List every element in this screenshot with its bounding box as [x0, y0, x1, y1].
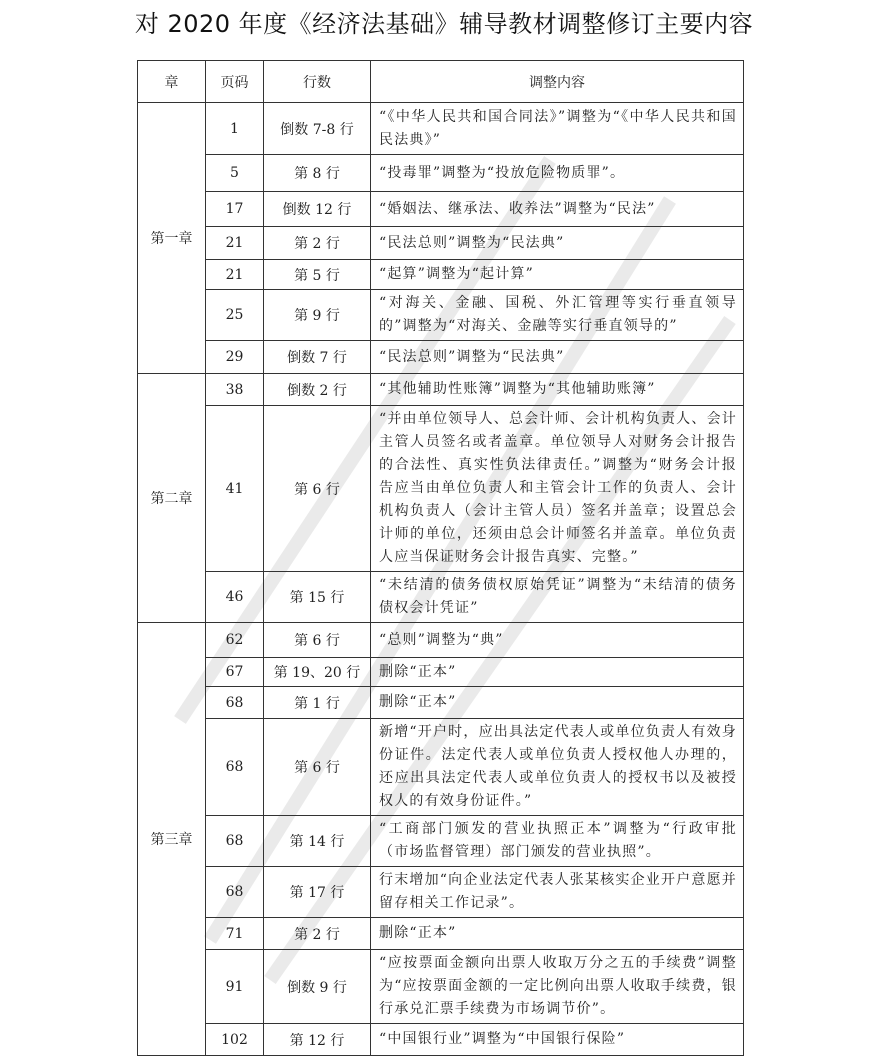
page-cell: 67: [206, 658, 264, 687]
content-cell: “《中华人民共和国合同法》”调整为“《中华人民共和国民法典》”: [371, 103, 744, 155]
line-cell: 第 6 行: [264, 719, 371, 816]
header-line: 行数: [264, 61, 371, 103]
table-row: [138, 341, 744, 374]
content-cell: 删除“正本”: [371, 918, 744, 950]
table-row: [138, 290, 744, 341]
page-cell: 68: [206, 816, 264, 867]
content-cell: 新增“开户时，应出具法定代表人或单位负责人有效身份证件。法定代表人或单位负责人授权他人办理的，还应出具法定代表人或单位负责人的授权书以及被授权人的有效身份证件。”: [371, 719, 744, 816]
table-row: [138, 867, 744, 918]
content-cell: 删除“正本”: [371, 687, 744, 719]
line-cell: 第 15 行: [264, 572, 371, 623]
content-cell: 行末增加“向企业法定代表人张某核实企业开户意愿并留存相关工作记录”。: [371, 867, 744, 918]
content-cell: “总则”调整为“典”: [371, 623, 744, 658]
table-row: [138, 687, 744, 719]
content-cell: “工商部门颁发的营业执照正本”调整为“行政审批（市场监督管理）部门颁发的营业执照”。: [371, 816, 744, 867]
page-cell: 71: [206, 918, 264, 950]
table-row: [138, 192, 744, 227]
line-cell: 第 2 行: [264, 918, 371, 950]
content-cell: “民法总则”调整为“民法典”: [371, 227, 744, 260]
line-cell: 第 9 行: [264, 290, 371, 341]
page-cell: 21: [206, 227, 264, 260]
page-cell: 17: [206, 192, 264, 227]
chapter-cell: 第二章: [138, 374, 206, 623]
table-row: [138, 658, 744, 687]
line-cell: 第 8 行: [264, 155, 371, 192]
page-cell: 29: [206, 341, 264, 374]
page-cell: 62: [206, 623, 264, 658]
content-cell: “民法总则”调整为“民法典”: [371, 341, 744, 374]
table-row: [138, 406, 744, 572]
line-cell: 第 12 行: [264, 1024, 371, 1056]
content-cell: “投毒罪”调整为“投放危险物质罪”。: [371, 155, 744, 192]
table-row: [138, 103, 744, 155]
content-cell: “对海关、金融、国税、外汇管理等实行垂直领导的”调整为“对海关、金融等实行垂直领导的”: [371, 290, 744, 341]
line-cell: 倒数 7-8 行: [264, 103, 371, 155]
header-page: 页码: [206, 61, 264, 103]
table-row: [138, 918, 744, 950]
page-cell: 38: [206, 374, 264, 406]
table-row: [138, 260, 744, 290]
line-cell: 第 1 行: [264, 687, 371, 719]
revision-table: [137, 60, 744, 1056]
content-cell: “起算”调整为“起计算”: [371, 260, 744, 290]
page-cell: 68: [206, 687, 264, 719]
chapter-cell: 第三章: [138, 623, 206, 1056]
table-row: [138, 572, 744, 623]
page-cell: 102: [206, 1024, 264, 1056]
page-cell: 1: [206, 103, 264, 155]
content-cell: “中国银行业”调整为“中国银行保险”: [371, 1024, 744, 1056]
table-row: [138, 227, 744, 260]
page-cell: 41: [206, 406, 264, 572]
line-cell: 第 14 行: [264, 816, 371, 867]
table-row: [138, 816, 744, 867]
page-cell: 5: [206, 155, 264, 192]
line-cell: 倒数 12 行: [264, 192, 371, 227]
content-cell: “应按票面金额向出票人收取万分之五的手续费”调整为“应按票面金额的一定比例向出票人收取手续费，银行承兑汇票手续费为市场调节价”。: [371, 950, 744, 1024]
content-cell: “其他辅助性账簿”调整为“其他辅助账簿”: [371, 374, 744, 406]
header-content: 调整内容: [371, 61, 744, 103]
table-row: [138, 719, 744, 816]
line-cell: 倒数 9 行: [264, 950, 371, 1024]
table-row: [138, 623, 744, 658]
table-row: [138, 374, 744, 406]
content-cell: “并由单位领导人、总会计师、会计机构负责人、会计主管人员签名或者盖章。单位领导人对财务会计报告的合法性、真实性负法律责任。”调整为“财务会计报告应当由单位负责人和主管会计工作的负责人、会计机构负责人（会计主管人员）签名并盖章；设置总会计师的单位，还须由总会计师签名并盖章。单位负责人应当保证财务会计报告真实、完整。”: [371, 406, 744, 572]
line-cell: 第 19、20 行: [264, 658, 371, 687]
line-cell: 第 17 行: [264, 867, 371, 918]
line-cell: 第 5 行: [264, 260, 371, 290]
table-row: [138, 950, 744, 1024]
header-chapter: 章: [138, 61, 206, 103]
page-cell: 68: [206, 867, 264, 918]
content-cell: 删除“正本”: [371, 658, 744, 687]
page-cell: 46: [206, 572, 264, 623]
content-cell: “婚姻法、继承法、收养法”调整为“民法”: [371, 192, 744, 227]
line-cell: 第 2 行: [264, 227, 371, 260]
line-cell: 第 6 行: [264, 623, 371, 658]
line-cell: 第 6 行: [264, 406, 371, 572]
table-header-row: [138, 61, 744, 103]
line-cell: 倒数 2 行: [264, 374, 371, 406]
table-body: [138, 103, 744, 1056]
line-cell: 倒数 7 行: [264, 341, 371, 374]
chapter-cell: 第一章: [138, 103, 206, 374]
page-cell: 68: [206, 719, 264, 816]
page-cell: 21: [206, 260, 264, 290]
content-cell: “未结清的债务债权原始凭证”调整为“未结清的债务债权会计凭证”: [371, 572, 744, 623]
page-cell: 91: [206, 950, 264, 1024]
document-title: 对 2020 年度《经济法基础》辅导教材调整修订主要内容: [134, 10, 754, 38]
table-row: [138, 155, 744, 192]
page-cell: 25: [206, 290, 264, 341]
